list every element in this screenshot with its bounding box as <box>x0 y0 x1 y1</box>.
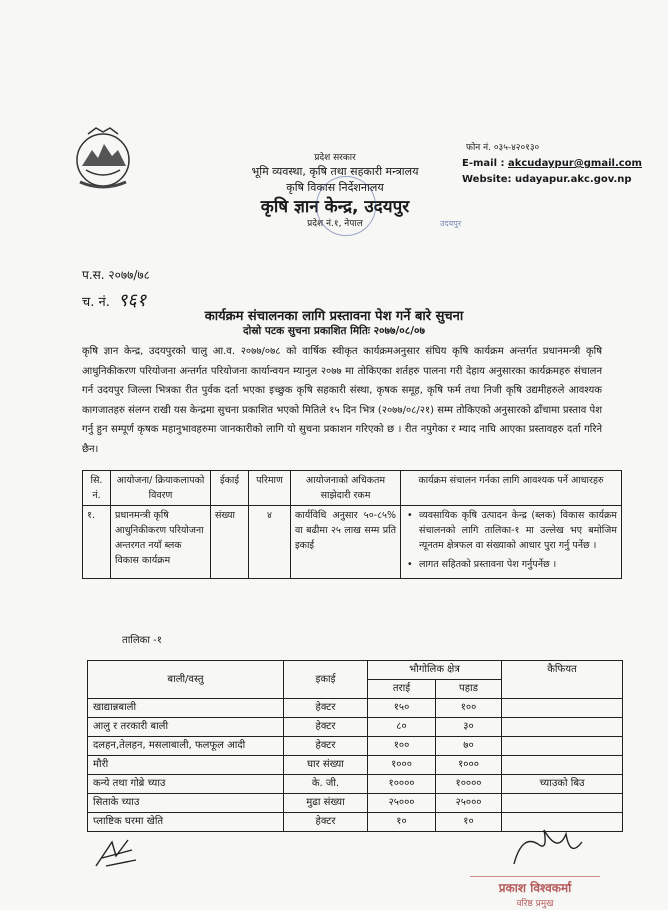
initial-signature-icon <box>92 836 142 872</box>
table-row <box>88 699 623 718</box>
cell-unit: हेक्टर <box>284 813 368 832</box>
header-region: भौगोलिक क्षेत्र <box>368 661 502 680</box>
cell-description: प्रधानमन्त्री कृषि आधुनिकीकरण परियोजना अन्तरगत नयाँ ब्लक विकास कार्यक्रम <box>111 506 211 579</box>
cell-unit: मुढा संख्या <box>284 794 368 813</box>
notice-title: कार्यक्रम संचालनका लागि प्रस्तावना पेश गर्ने बारे सुचना <box>204 309 464 324</box>
cell-remarks: च्याउको बिउ <box>502 775 623 794</box>
letterhead-office: कृषि ज्ञान केन्द्र, उदयपुर <box>260 197 410 217</box>
cell-remarks <box>502 737 623 756</box>
cell-quantity: ४ <box>249 506 291 579</box>
cell-crop: खाद्यान्नबाली <box>88 699 284 718</box>
cell-terai: १०००० <box>368 775 436 794</box>
cell-unit: हेक्टर <box>284 718 368 737</box>
signatory-title: वरिष्ठ प्रमुख <box>516 899 554 909</box>
header-crop: बाली/वस्तु <box>88 661 284 699</box>
cell-hill: २५००० <box>436 794 502 813</box>
cell-terai: २५००० <box>368 794 436 813</box>
header-unit: ईकाई <box>211 471 249 506</box>
header-hill: पहाड <box>436 680 502 699</box>
table-row <box>83 506 622 579</box>
cell-unit: घार संख्या <box>284 756 368 775</box>
office-stamp-text: उदयपुर <box>440 219 462 228</box>
table-row <box>88 737 623 756</box>
letterhead-ministry: भूमि व्यवस्था, कृषि तथा सहकारी मन्त्रालय <box>251 165 419 178</box>
list-item: • व्यवसायिक कृषि उत्पादन केन्द्र (ब्लक) विकास कार्यक्रम संचालनको लागि तालिका-१ मा उल्लेख भए बमोजिम न्यूनतम क्षेत्रफल वा संख्याको आधार पुरा गर्नु पर्नेछ । <box>405 508 617 553</box>
cell-crop: आलु र तरकारी बाली <box>88 718 284 737</box>
cell-amount: कार्यविधि अनुसार ५०-८५% वा बढीमा २५ लाख सम्म प्रति इकाई <box>291 506 401 579</box>
cell-unit: हेक्टर <box>284 699 368 718</box>
email-link[interactable]: akcudaypur@gmail.com <box>507 158 642 169</box>
website-line[interactable]: Website: udayapur.akc.gov.np <box>462 174 632 185</box>
table-row <box>88 794 623 813</box>
header-bases: कार्यक्रम संचालन गर्नका लागि आवश्यक पर्ने आधारहरु <box>401 471 622 506</box>
cell-hill: ७० <box>436 737 502 756</box>
email-line <box>462 156 662 172</box>
list-item: • लागत सहितको प्रस्तावना पेश गर्नुपर्नेछ । <box>405 557 617 572</box>
cell-unit: के. जी. <box>284 775 368 794</box>
cell-crop: मौरी <box>88 756 284 775</box>
header-remarks: कैफियत <box>502 661 623 699</box>
notice-subtitle: दोस्रो पटक सुचना प्रकाशित मितिः २०७७/०८/०७ <box>243 325 425 337</box>
cell-hill: ३० <box>436 718 502 737</box>
program-table-header <box>83 471 622 506</box>
office-stamp <box>316 176 376 236</box>
cell-remarks <box>502 718 623 737</box>
fiscal-year-ref: प.स. २०७७/७८ <box>82 268 150 282</box>
cell-terai: १५० <box>368 699 436 718</box>
table-row <box>88 775 623 794</box>
signatory-name: प्रकाश विश्वकर्मा <box>498 881 572 895</box>
area-table <box>87 660 623 832</box>
cell-sn: १. <box>83 506 111 579</box>
cell-hill: १०० <box>436 699 502 718</box>
cell-remarks <box>502 794 623 813</box>
dispatch-value: ९६१ <box>118 290 147 311</box>
cell-hill: १०००० <box>436 775 502 794</box>
cell-remarks <box>502 699 623 718</box>
cell-terai: १० <box>368 813 436 832</box>
header-amount: आयोजनाको अधिकतम साझेदारी रकम <box>291 471 401 506</box>
table-row <box>88 718 623 737</box>
cell-crop: दलहन,तेलहन, मसलाबाली, फलफूल आदी <box>88 737 284 756</box>
letterhead-directorate: कृषि विकास निर्देशनालय <box>286 181 384 194</box>
cell-terai: १०० <box>368 737 436 756</box>
header-sn: सि. नं. <box>83 471 111 506</box>
cell-hill: १००० <box>436 756 502 775</box>
dispatch-label: च. नं. <box>82 295 110 310</box>
table-caption: तालिका -१ <box>122 635 162 646</box>
cell-crop: प्लाष्टिक घरमा खेति <box>88 813 284 832</box>
cell-unit: हेक्टर <box>284 737 368 756</box>
cell-crop: कन्ये तथा गोब्रे च्याउ <box>88 775 284 794</box>
email-label: E-mail : <box>462 158 505 169</box>
bases-list <box>405 508 617 572</box>
contact-block <box>462 140 662 188</box>
letterhead-province: प्रदेश नं.१, नेपाल <box>307 219 363 229</box>
header-description: आयोजना/ क्रियाकलापको विवरण <box>111 471 211 506</box>
cell-hill: १० <box>436 813 502 832</box>
header-quantity: परिमाण <box>249 471 291 506</box>
program-table <box>82 470 622 579</box>
cell-terai: १००० <box>368 756 436 775</box>
header-terai: तराई <box>368 680 436 699</box>
cell-terai: ८० <box>368 718 436 737</box>
cell-remarks <box>502 756 623 775</box>
cell-bases <box>401 506 622 579</box>
notice-body: कृषि ज्ञान केन्द्र, उदयपुरको चालु आ.व. २०७७/०७८ को वार्षिक स्वीकृत कार्यक्रमअनुसार संघिय कृषि कार्यक्रम अन्तर्गत प्रधानमन्त्री कृषि आधुनिकीकरण परियोजना अन्तर्गत परियोजना कार्यान्वयन म्यानुल २०७७ मा तोकिएका शर्तहरु पालना गरी देहाय अनुसारका कार्यक्रमहरु संचालन गर्न उदयपुर जिल्ला भित्रका रीत पुर्वक दर्ता भएका इच्छुक कृषि सहकारी संस्था, कृषक समूह, कृषि फर्म तथा निजी कृषि उद्यमीहरुले आवश्यक कागजातहरु संलग्न राखी यस केन्द्रमा सुचना प्रकाशित भएको मितिले १५ दिन भित्र (२०७७/०८/२१) सम्म तोकिएको अनुसारको ढाँचामा प्रस्ताव पेश गर्नु हुन सम्पूर्ण कृषक महानुभावहरुमा जानकारीको लागि यो सुचना प्रकाशन गरिएको छ । रीत नपुगेका र म्याद नाघि आएका प्रस्तावहरु दर्ता गरिने छैन। <box>82 346 602 455</box>
cell-unit: संख्या <box>211 506 249 579</box>
officer-signature-icon <box>508 824 588 874</box>
table-row <box>88 756 623 775</box>
signatory-stamp <box>470 876 600 909</box>
header-unit: इकाई <box>284 661 368 699</box>
letterhead-government: प्रदेश सरकार <box>314 153 356 163</box>
phone-number: फोन नं. ०३५-४२०१३० <box>466 143 540 153</box>
area-table-header <box>88 661 623 680</box>
cell-crop: सिताके च्याउ <box>88 794 284 813</box>
nepal-emblem-icon <box>68 120 138 195</box>
